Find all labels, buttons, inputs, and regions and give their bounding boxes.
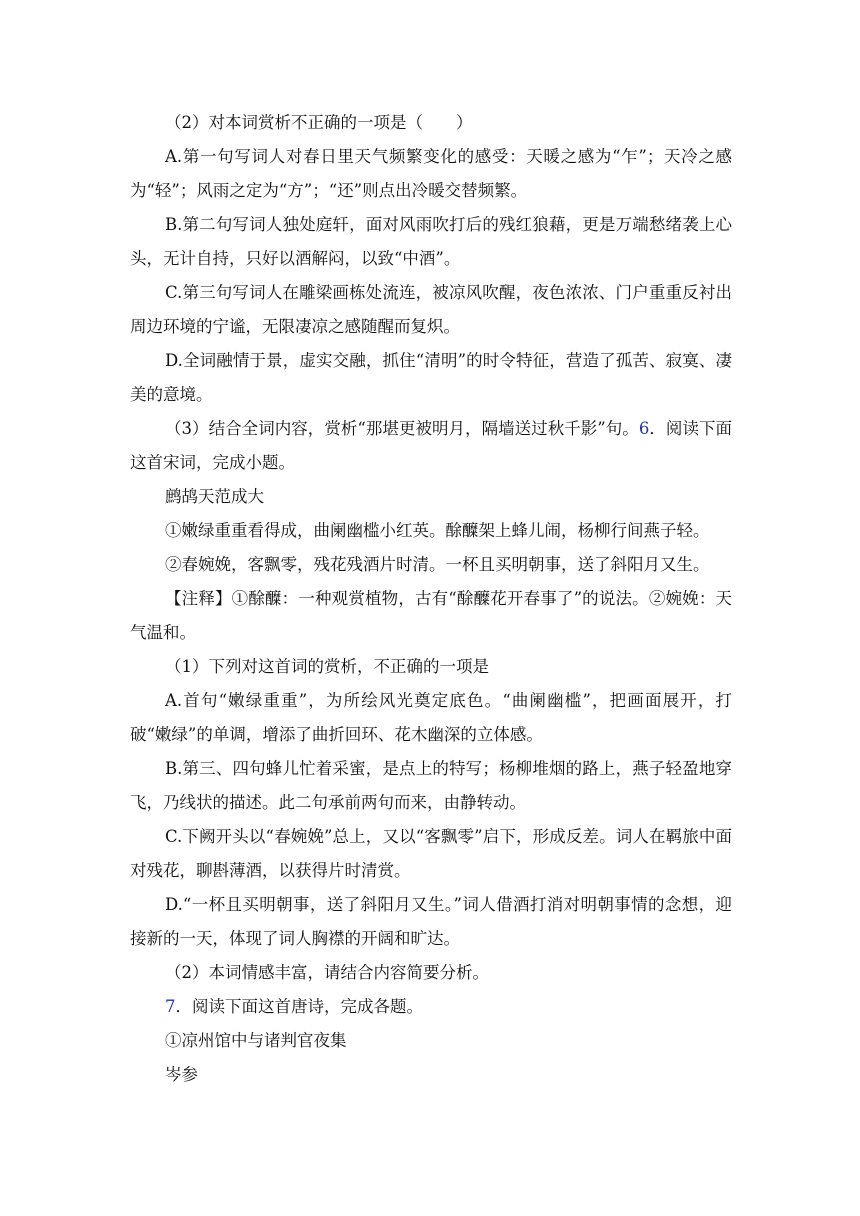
- q6-instruction: ．阅读下面这首宋词，完成小题。: [130, 419, 733, 472]
- poem-6-note: 【注释】①酴醾：一种观赏植物，古有“酴醾花开春事了”的说法。②婉娩：天气温和。: [130, 589, 732, 642]
- q5-2-option-a: A.第一句写词人对春日里天气频繁变化的感受：天暖之感为“乍”；天冷之感为“轻”；风雨之定为“方”；“还”则点出冷暖交替频繁。: [130, 147, 732, 200]
- question-number-6: 6: [638, 419, 650, 438]
- q5-2-option-c: C.第三句写词人在雕梁画栋处流连，被凉风吹醒，夜色浓浓、门户重重反衬出周边环境的宁谧，无限凄凉之感随醒而复炽。: [130, 283, 732, 336]
- poem-6-title: 鹧鸪天范成大: [165, 487, 264, 506]
- poem-6-line-1: ①嫩绿重重看得成，曲阑幽槛小红英。酴醾架上蜂儿闹，杨柳行间燕子轻。: [165, 521, 710, 540]
- q5-3-text: （3）结合全词内容，赏析“那堪更被明月，隔墙送过秋千影”句。: [165, 419, 639, 438]
- question-number-7: 7: [165, 997, 176, 1016]
- poem-6-line-2: ②春婉娩，客飘零，残花残酒片时清。一杯且买明朝事，送了斜阳月又生。: [165, 555, 710, 574]
- q6-1-option-d: D.“一杯且买明朝事，送了斜阳月又生。”词人借酒打消对明朝事情的念想，迎接新的一天，体现了词人胸襟的开阔和旷达。: [130, 895, 732, 948]
- poem-7-author: 岑参: [165, 1065, 198, 1084]
- q6-2-stem: （2）本词情感丰富，请结合内容简要分析。: [165, 963, 489, 982]
- q5-2-option-b: B.第二句写词人独处庭轩，面对风雨吹打后的残红狼藉，更是万端愁绪袭上心头，无计自持，只好以酒解闷，以致“中酒”。: [130, 215, 732, 268]
- q7-intro: [130, 990, 732, 1024]
- q7-instruction: ．阅读下面这首唐诗，完成各题。: [175, 997, 423, 1016]
- q6-1-option-a: A.首句“嫩绿重重”，为所绘风光奠定底色。“曲阑幽槛”，把画面展开，打破“嫩绿”的单调，增添了曲折回环、花木幽深的立体感。: [130, 691, 732, 744]
- q5-2-stem: （2）对本词赏析不正确的一项是（ ）: [165, 113, 473, 132]
- poem-7-title: ①凉州馆中与诸判官夜集: [165, 1031, 347, 1050]
- document-body: [130, 106, 732, 1092]
- q6-1-option-c: C.下阙开头以“春婉娩”总上，又以“客飘零”启下，形成反差。词人在羁旅中面对残花，聊斟薄酒，以获得片时清赏。: [130, 827, 732, 880]
- q5-2-option-d: D.全词融情于景，虚实交融，抓住“清明”的时令特征，营造了孤苦、寂寞、凄美的意境。: [130, 351, 732, 404]
- q6-1-stem: （1）下列对这首词的赏析，不正确的一项是: [165, 657, 489, 676]
- q5-3-and-q6-intro: [130, 412, 732, 480]
- q6-1-option-b: B.第三、四句蜂儿忙着采蜜，是点上的特写；杨柳堆烟的路上，燕子轻盈地穿飞，乃线状的描述。此二句承前两句而来，由静转动。: [130, 759, 732, 812]
